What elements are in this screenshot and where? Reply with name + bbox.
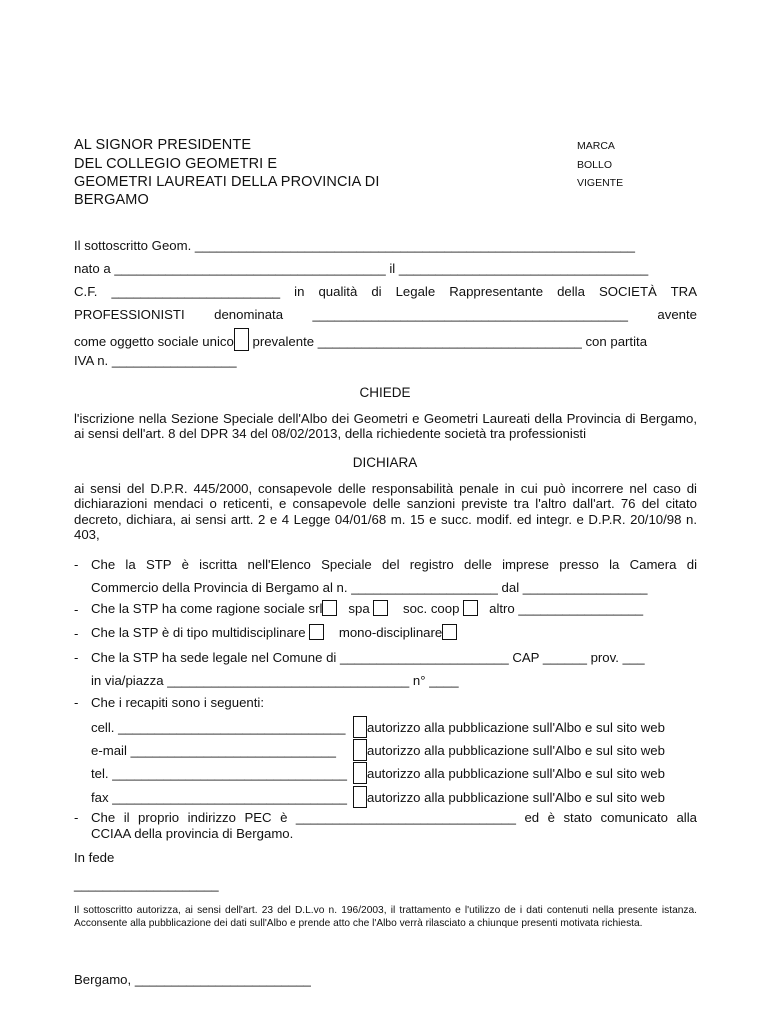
- multidisciplinare-label: Che la STP è di tipo multidisciplinare: [91, 625, 306, 640]
- bullet: -: [74, 810, 79, 825]
- cell-row: [91, 716, 665, 738]
- bullet: -: [74, 626, 79, 641]
- unico-checkbox[interactable]: [234, 328, 249, 351]
- denominazione-field[interactable]: PROFESSIONISTI denominata ___________________________________________ avente: [74, 307, 697, 322]
- nato-a-field[interactable]: nato a _____________________________________ il __________________________________: [74, 261, 649, 276]
- sede-line-1[interactable]: Che la STP ha sede legale nel Comune di _______________________ CAP ______ prov. ___: [91, 650, 645, 665]
- spa-label: spa: [348, 601, 370, 616]
- tipo-row: [91, 624, 457, 640]
- stamp-marca: MARCA: [577, 140, 615, 152]
- multidisciplinare-checkbox[interactable]: [309, 624, 324, 640]
- stp-elenco-line-1: Che la STP è iscritta nell'Elenco Speciale del registro delle imprese presso la Camera di: [91, 557, 697, 572]
- signature-line[interactable]: ____________________: [74, 877, 219, 892]
- oggetto-sociale-row: [74, 328, 647, 351]
- email-row: [91, 739, 665, 761]
- dichiara-heading: DICHIARA: [352, 455, 418, 470]
- autorizzo-label: autorizzo alla pubblicazione sull'Albo e sul sito web: [367, 766, 665, 781]
- autorizzo-label: autorizzo alla pubblicazione sull'Albo e sul sito web: [367, 720, 665, 735]
- recapiti-label: Che i recapiti sono i seguenti:: [91, 695, 265, 710]
- stp-elenco-line-2[interactable]: Commercio della Provincia di Bergamo al n. ____________________ dal _________________: [91, 580, 648, 595]
- soc-coop-label: soc. coop: [402, 601, 460, 616]
- tel-autorizzo-checkbox[interactable]: [353, 762, 367, 784]
- srl-checkbox[interactable]: [322, 600, 337, 616]
- fax-field[interactable]: fax ________________________________: [91, 790, 347, 805]
- sottoscritto-field[interactable]: Il sottoscritto Geom. ____________________________________________________________: [74, 238, 635, 253]
- privacy-notice: Il sottoscritto autorizza, ai sensi dell'art. 23 del D.L.vo n. 196/2003, il trattamento e l'utilizzo de i dati contenuti nella presente istanza. Acconsente alla pubblicazione dei dati sull'Albo e prende atto che l'Albo verrà rilasciato a chiunque presenti motivata richiesta.: [74, 905, 697, 929]
- monodisciplinare-checkbox[interactable]: [442, 624, 457, 640]
- chiede-heading: CHIEDE: [359, 385, 411, 400]
- tel-row: [91, 762, 665, 784]
- stamp-bollo: BOLLO: [577, 159, 613, 171]
- stamp-vigente: VIGENTE: [577, 177, 624, 189]
- autorizzo-label: autorizzo alla pubblicazione sull'Albo e sul sito web: [367, 743, 665, 758]
- tel-field[interactable]: tel. ________________________________: [91, 766, 347, 781]
- cell-autorizzo-checkbox[interactable]: [353, 716, 367, 738]
- cell-field[interactable]: cell. _______________________________: [91, 720, 346, 735]
- bullet: -: [74, 695, 79, 710]
- bullet: -: [74, 650, 79, 665]
- fax-row: [91, 786, 665, 808]
- soc-coop-checkbox[interactable]: [463, 600, 478, 616]
- oggetto-prevalente-label[interactable]: prevalente ____________________________________ con partita: [252, 334, 648, 349]
- pec-line-2: CCIAA della provincia di Bergamo.: [91, 826, 294, 841]
- monodisciplinare-label: mono-disciplinare: [338, 625, 443, 640]
- luogo-data-field[interactable]: Bergamo, ________________________: [74, 972, 311, 987]
- ragione-sociale-row: [91, 600, 643, 616]
- cf-field[interactable]: C.F. _______________________ in qualità di Legale Rappresentante della SOCIETÀ TRA: [74, 284, 697, 299]
- dichiara-text: ai sensi del D.P.R. 445/2000, consapevole delle responsabilità penale in cui può incorrere nel caso di dichiarazioni mendaci o reticenti, e consapevole delle sanzioni previste tra l'altro dall'art. 76 del citato decreto, dichiara, ai sensi artt. 2 e 4 Legge 04/01/68 m. 15 e succ. modif. ed integr. e D.P.R. 20/10/98 n. 403,: [74, 481, 697, 543]
- chiede-text: l'iscrizione nella Sezione Speciale dell'Albo dei Geometri e Geometri Laureati della Provincia di Bergamo, ai sensi dell'art. 8 del DPR 34 del 08/02/2013, della richiedente società tra professionisti: [74, 411, 697, 442]
- addressee-line-1: AL SIGNOR PRESIDENTE: [74, 137, 252, 153]
- spa-checkbox[interactable]: [373, 600, 388, 616]
- oggetto-unico-label: come oggetto sociale unico: [74, 334, 234, 349]
- iva-field[interactable]: IVA n. _________________: [74, 353, 237, 368]
- in-fede: In fede: [74, 850, 115, 865]
- sede-line-2[interactable]: in via/piazza _________________________________ n° ____: [91, 673, 459, 688]
- srl-label: Che la STP ha come ragione sociale srl: [91, 601, 323, 616]
- email-autorizzo-checkbox[interactable]: [353, 739, 367, 761]
- addressee-line-2: DEL COLLEGIO GEOMETRI E: [74, 156, 278, 172]
- bullet: -: [74, 557, 79, 572]
- autorizzo-label: autorizzo alla pubblicazione sull'Albo e sul sito web: [367, 790, 665, 805]
- bullet: -: [74, 602, 79, 617]
- fax-autorizzo-checkbox[interactable]: [353, 786, 367, 808]
- email-field[interactable]: e-mail ____________________________: [91, 743, 336, 758]
- altro-field[interactable]: altro _________________: [489, 601, 644, 616]
- addressee-line-3: GEOMETRI LAUREATI DELLA PROVINCIA DI: [74, 174, 380, 190]
- pec-line-1[interactable]: Che il proprio indirizzo PEC è ______________________________ ed è stato comunicato alla: [91, 810, 697, 825]
- addressee-line-4: BERGAMO: [74, 192, 149, 208]
